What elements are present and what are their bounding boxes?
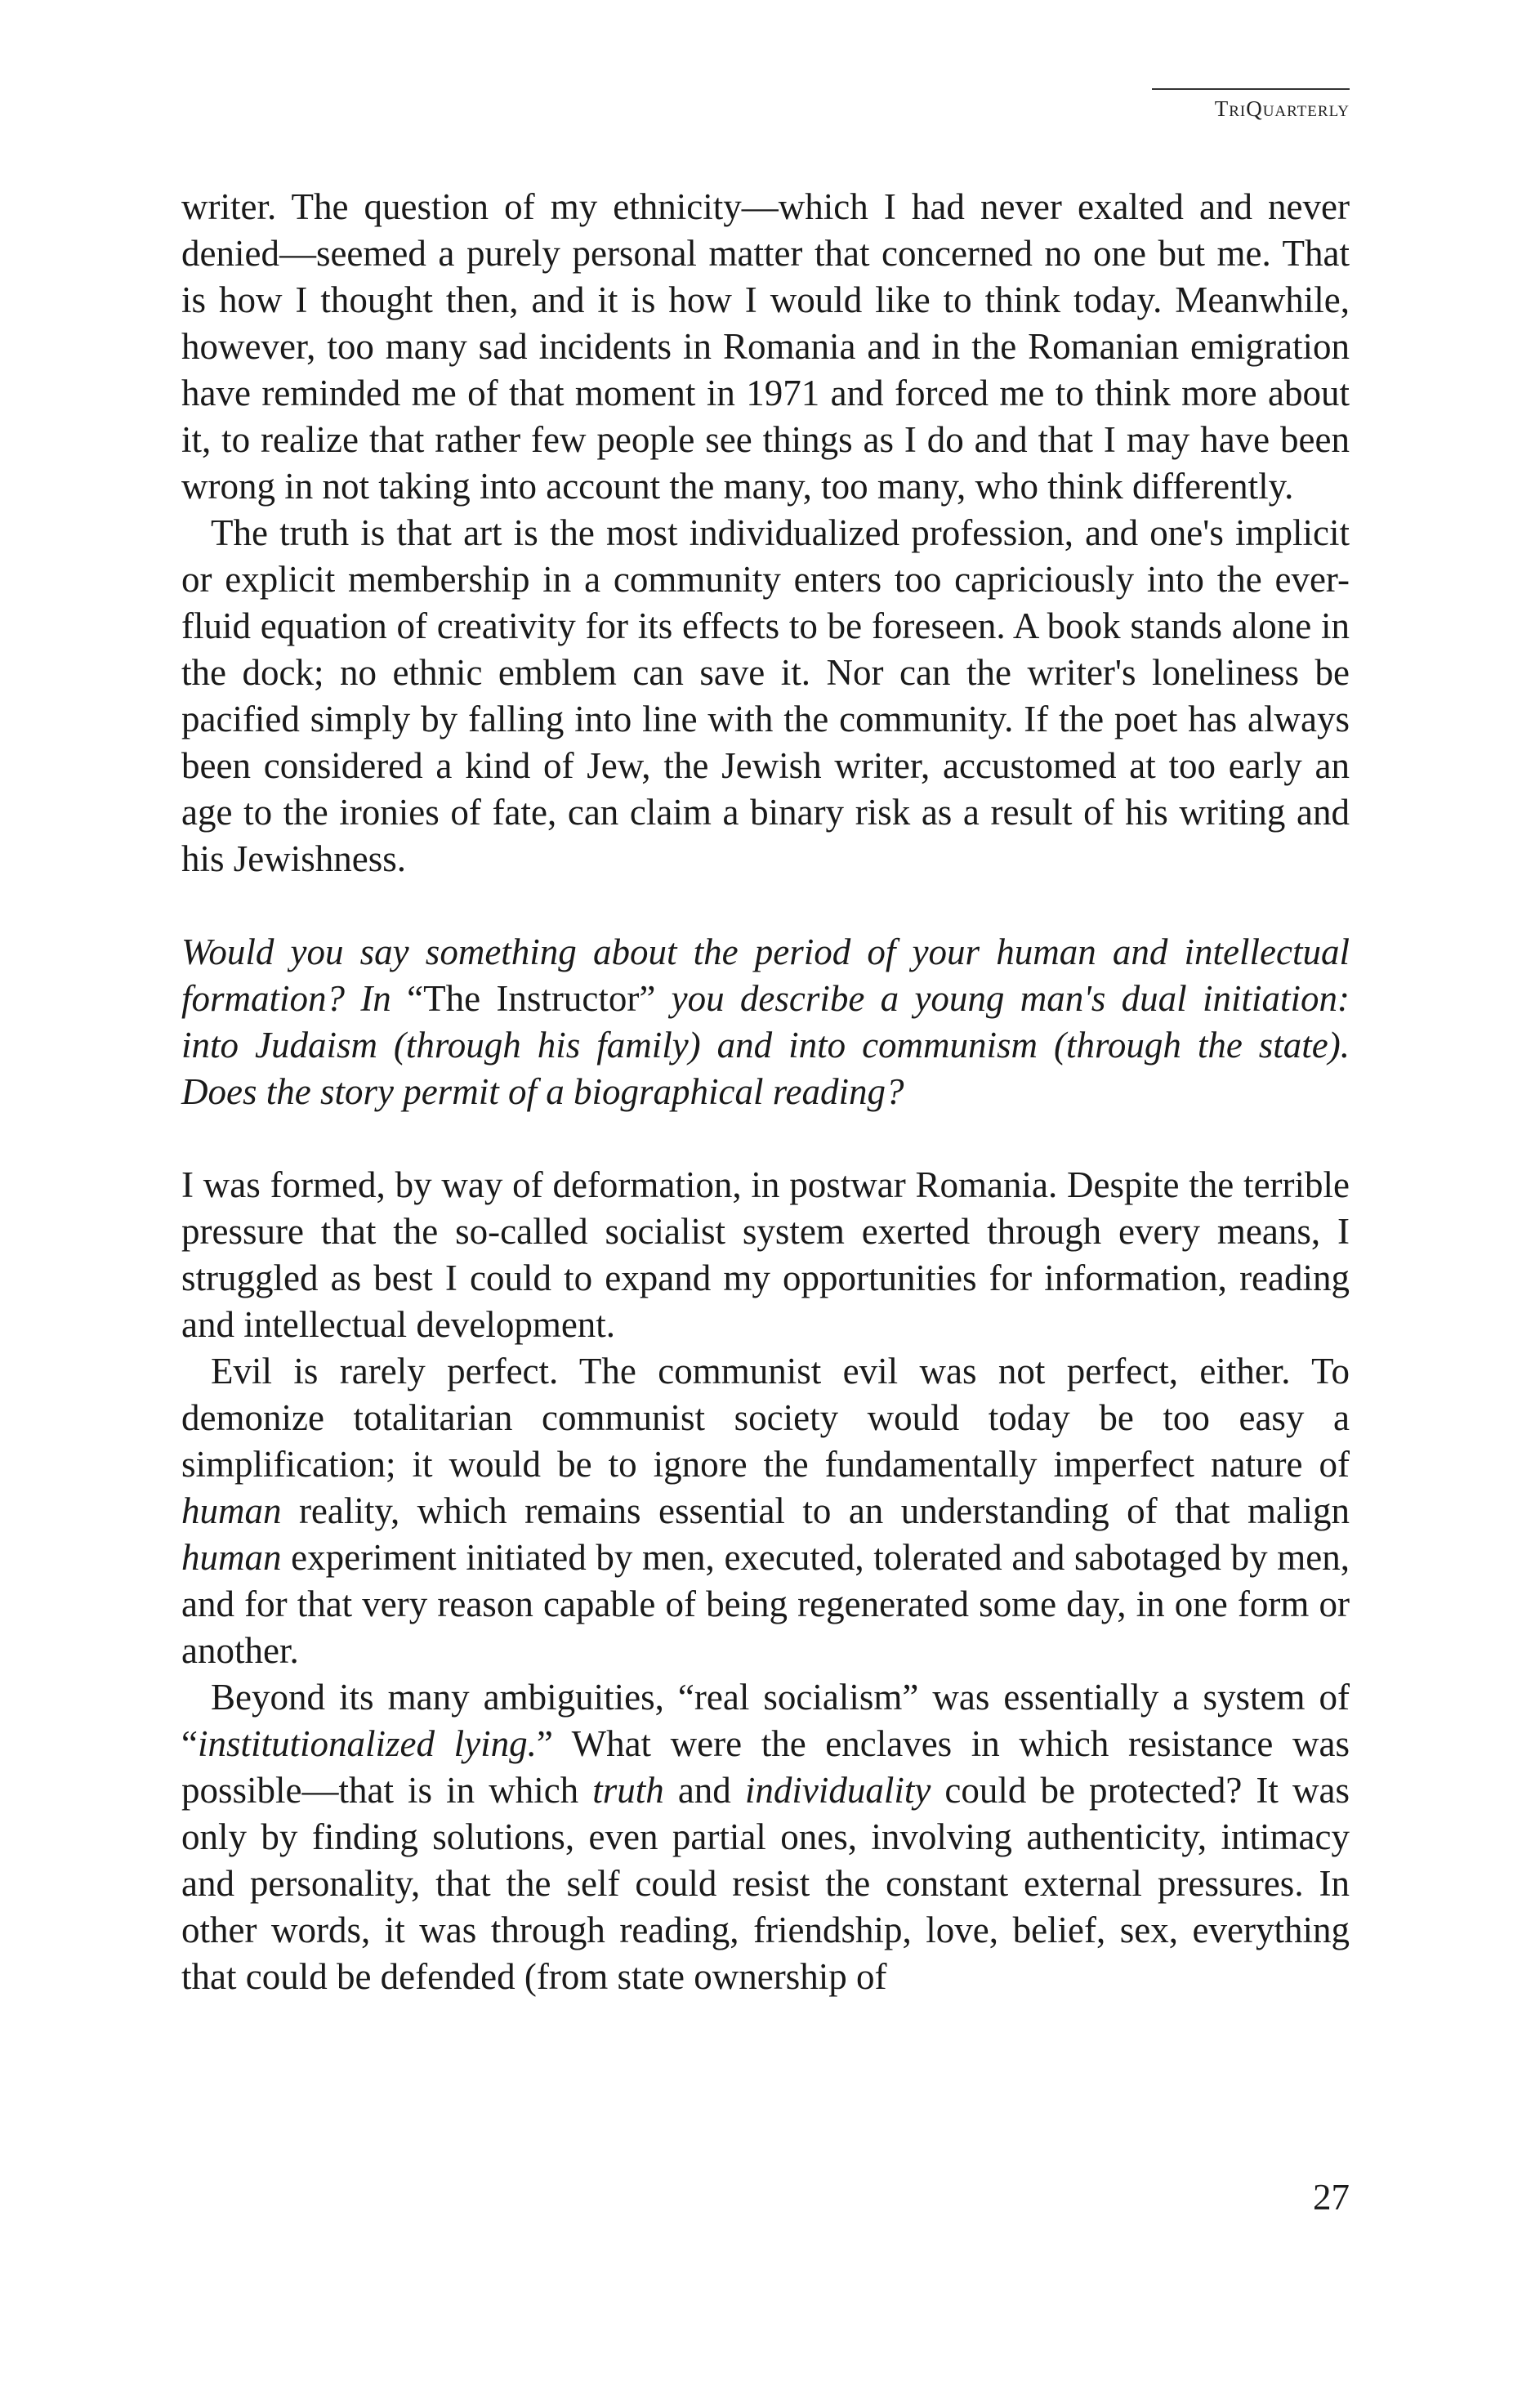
p5-emphasis-individuality: individuality: [744, 1770, 931, 1811]
running-head: TriQuarterly: [1214, 96, 1350, 121]
paragraph-1: writer. The question of my ethnicity—which I had never exalted and never denied—seemed a purely personal matter that concerned no one but me. That is how I thought then, and it is how I would like to think today. Meanwhile, however, too many sad incidents in Romania and in the Romanian emigration have reminded me of that moment in 1971 and forced me to think more about it, to realize that rather few people see things as I do and that I may have been wrong in not taking into account the many, too many, who think differently.: [181, 186, 1350, 507]
p4-emphasis-human-2: human: [181, 1537, 282, 1578]
p5-emphasis-truth: truth: [592, 1770, 664, 1811]
p5-text-b: ” What were the enclaves in which resistance was possible—that is in which: [181, 1723, 1350, 1811]
p5-text-a: Beyond its many ambiguities, “real socialism” was essentially a system of “: [181, 1677, 1350, 1764]
interview-question: [181, 929, 1350, 1115]
p4-emphasis-human-1: human: [181, 1490, 282, 1531]
p4-text-c: experiment initiated by men, executed, tolerated and sabotaged by men, and for that very reason capable of being regenerated some day, in one form or another.: [181, 1537, 1350, 1671]
section-gap: [181, 1115, 1350, 1162]
paragraph-2: The truth is that art is the most individualized profession, and one's implicit or explicit membership in a community enters too capriciously into the ever-fluid equation of creativity for its effects to be foreseen. A book stands alone in the dock; no ethnic emblem can save it. Nor can the writer's loneliness be pacified simply by falling into line with the community. If the poet has always been considered a kind of Jew, the Jewish writer, accustomed at too early an age to the ironies of fate, can claim a binary risk as a result of his writing and his Jewishness.: [181, 512, 1350, 879]
running-head-rule: [1152, 88, 1350, 90]
page-number: 27: [1313, 2177, 1350, 2218]
p4-text-b: reality, which remains essential to an understanding of that malign: [281, 1490, 1350, 1531]
question-story-title: “The Instructor”: [407, 978, 656, 1019]
question-text-a: Would you say something about the period of your human and intellectual formation? In: [181, 931, 1350, 1019]
paragraph-4: [181, 1348, 1350, 1674]
p5-text-d: could be protected? It was only by finding solutions, even partial ones, involving authenticity, intimacy and personality, that the self could resist the constant external pressures. In other words, it was through reading, friendship, love, belief, sex, everything that could be defended (from state ownership of: [181, 1770, 1350, 1997]
paragraph-5: [181, 1674, 1350, 2000]
p5-emphasis-institutionalized-lying: institutionalized lying.: [197, 1723, 537, 1764]
question-text-b: you describe a young man's dual initiation: into Judaism (through his family) and into communism (through the state). Does the story permit of a biographical reading?: [181, 978, 1350, 1112]
section-gap: [181, 882, 1350, 929]
text-block: [181, 184, 1350, 2000]
p4-text-a: Evil is rarely perfect. The communist evil was not perfect, either. To demonize totalitarian communist society would today be too easy a simplification; it would be to ignore the fundamentally imperfect nature of: [181, 1351, 1350, 1485]
p5-text-c: and: [663, 1770, 745, 1811]
paragraph-3: I was formed, by way of deformation, in postwar Romania. Despite the terrible pressure that the so-called socialist system exerted through every means, I struggled as best I could to expand my opportunities for information, reading and intellectual development.: [181, 1164, 1350, 1345]
